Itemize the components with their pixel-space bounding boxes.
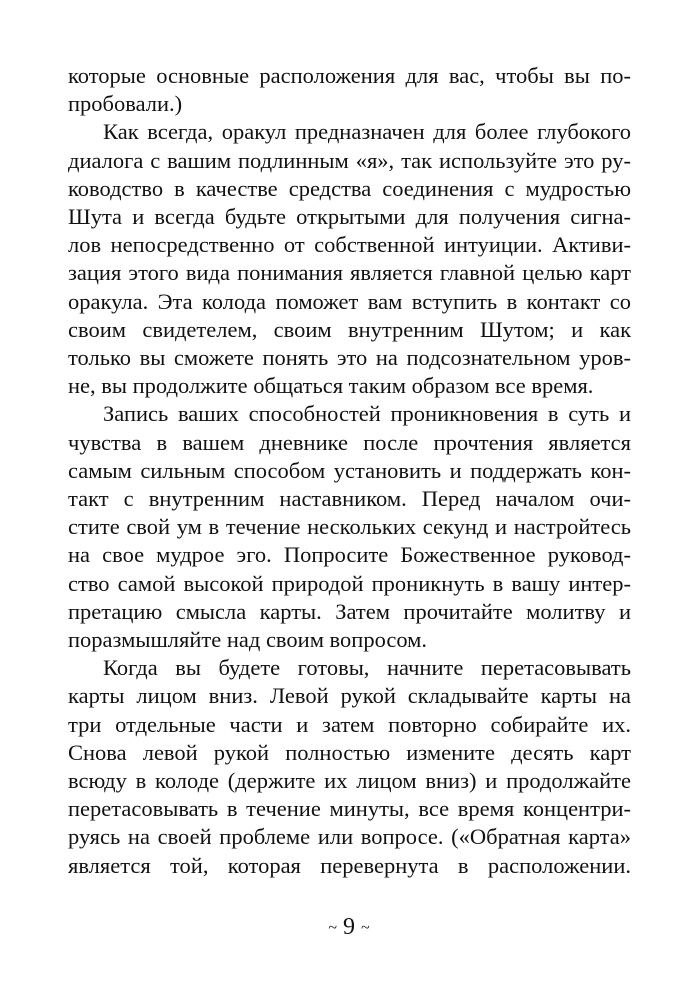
text-line: Шута и всегда будьте открытыми для получения сигна- <box>68 204 631 229</box>
text-line: ство самой высокой природой проникнуть в вашу интер- <box>68 570 631 596</box>
paragraph-first-line: Запись ваших способностей проникновения в суть и <box>103 401 631 427</box>
text-line: самым сильным способом установить и поддержать кон- <box>68 457 631 483</box>
text-line: не, вы продолжите общаться таким образом все время. <box>68 373 594 399</box>
paragraph-first-line: Как всегда, оракул предназначен для более глубокого <box>103 119 631 145</box>
ornament-left: ~ <box>328 919 337 937</box>
text-line: руясь на своей проблеме или вопросе. («Обратная карта» <box>68 824 631 850</box>
text-line: поразмышляйте над своим вопросом. <box>68 627 428 652</box>
text-line: Снова левой рукой полностью измените десять карт <box>68 739 631 765</box>
text-line: своим свидетелем, своим внутренним Шутом; и как <box>68 316 631 342</box>
text-line: которые основные расположения для вас, чтобы вы по- <box>68 63 631 88</box>
text-line: диалога с вашим подлинным «я», так используйте это ру- <box>68 147 631 173</box>
page-number <box>0 915 698 939</box>
page-number-value: 9 <box>343 914 355 940</box>
text-line: всюду в колоде (держите их лицом вниз) и продолжайте <box>68 768 631 793</box>
ornament-right: ~ <box>361 919 370 937</box>
text-line: ководство в качестве средства соединения с мудростью <box>68 175 631 201</box>
paragraph-first-line: Когда вы будете готовы, начните перетасовывать <box>103 655 631 681</box>
text-line: чувства в вашем дневнике после прочтения является <box>68 429 631 455</box>
text-line: является той, которая перевернута в расположении. <box>68 852 631 878</box>
text-line: претацию смысла карты. Затем прочитайте молитву и <box>68 598 631 624</box>
text-line: перетасовывать в течение минуты, все время концентри- <box>68 796 631 822</box>
text-line: оракула. Эта колода поможет вам вступить в контакт со <box>68 288 631 314</box>
text-line: стите свой ум в течение нескольких секунд и настройтесь <box>68 514 631 540</box>
text-line: такт с внутренним наставником. Перед началом очи- <box>68 486 631 511</box>
text-line: на свое мудрое эго. Попросите Божественное руковод- <box>68 542 631 568</box>
text-line: пробовали.) <box>68 91 183 117</box>
text-line: лов непосредственно от собственной интуиции. Активи- <box>68 232 631 258</box>
text-line: только вы сможете понять это на подсознательном уров- <box>68 345 631 370</box>
text-line: три отдельные части и затем повторно собирайте их. <box>68 711 631 737</box>
text-line: зация этого вида понимания является главной целью карт <box>68 260 631 286</box>
text-line: карты лицом вниз. Левой рукой складывайте карты на <box>68 683 631 709</box>
